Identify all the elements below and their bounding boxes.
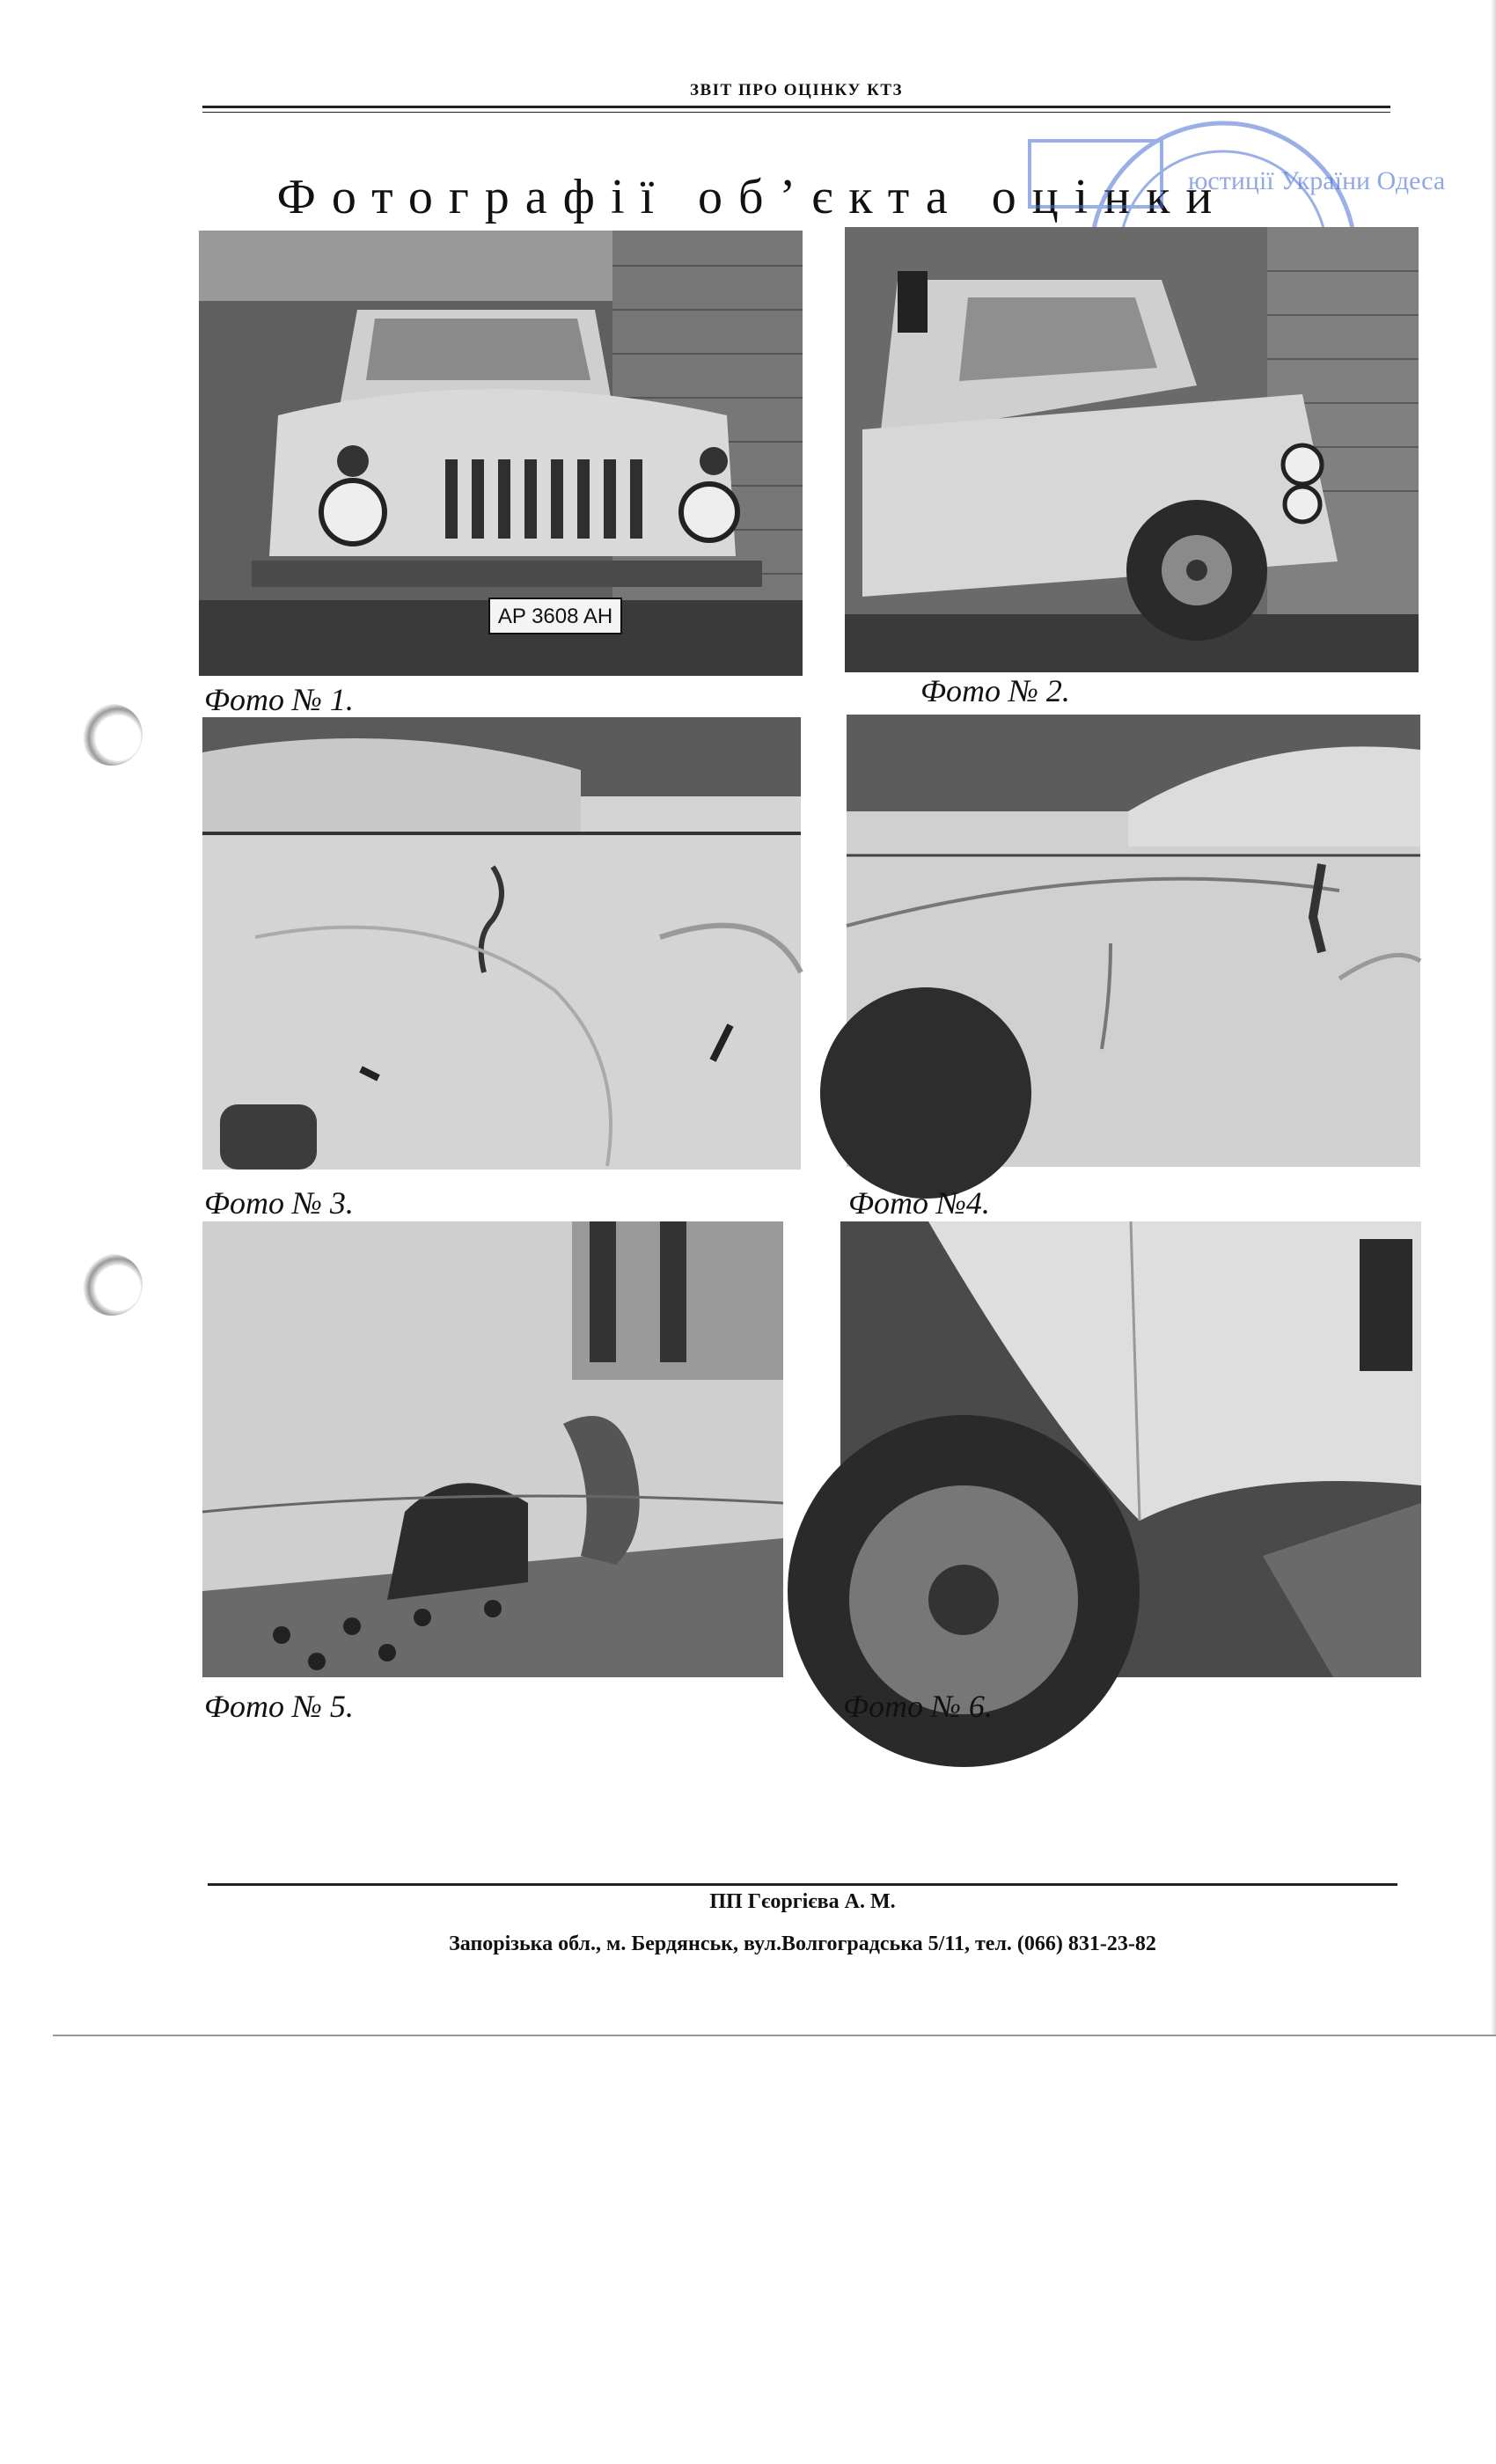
punch-hole-icon	[81, 704, 143, 766]
page-edge	[53, 2035, 1496, 2036]
header-rule-thin	[202, 112, 1390, 113]
photo-2-caption: Фото № 2.	[920, 673, 1070, 708]
photo-1	[199, 231, 803, 676]
punch-hole-icon	[81, 1254, 143, 1316]
photo-6	[840, 1221, 1421, 1677]
license-plate: AP 3608 AH	[497, 605, 613, 628]
photo-3-caption: Фото № 3.	[204, 1185, 354, 1221]
photo-2	[845, 227, 1419, 672]
footer-rule	[208, 1883, 1397, 1886]
report-header: ЗВІТ ПРО ОЦІНКУ КТЗ	[689, 81, 904, 99]
photo-1-caption: Фото № 1.	[204, 682, 354, 717]
page-title: Фотографії об’єкта оцінки	[276, 170, 1228, 224]
photo-6-caption: Фото № 6.	[843, 1689, 993, 1724]
photo-5	[202, 1221, 783, 1677]
page-edge-shadow	[1491, 0, 1496, 2036]
stamp-text: юстиції України Одеса	[1188, 166, 1446, 195]
photo-3	[202, 717, 801, 1170]
footer-address: Запорізька обл., м. Бердянськ, вул.Волгоградська 5/11, тел. (066) 831-23-82	[449, 1932, 1156, 1955]
photo-4-caption: Фото №4.	[848, 1185, 990, 1221]
footer-company-name: ПП Гєоргієва А. М.	[709, 1890, 896, 1913]
header-rule	[202, 106, 1390, 108]
photo-4	[847, 715, 1420, 1167]
photo-5-caption: Фото № 5.	[204, 1689, 354, 1724]
